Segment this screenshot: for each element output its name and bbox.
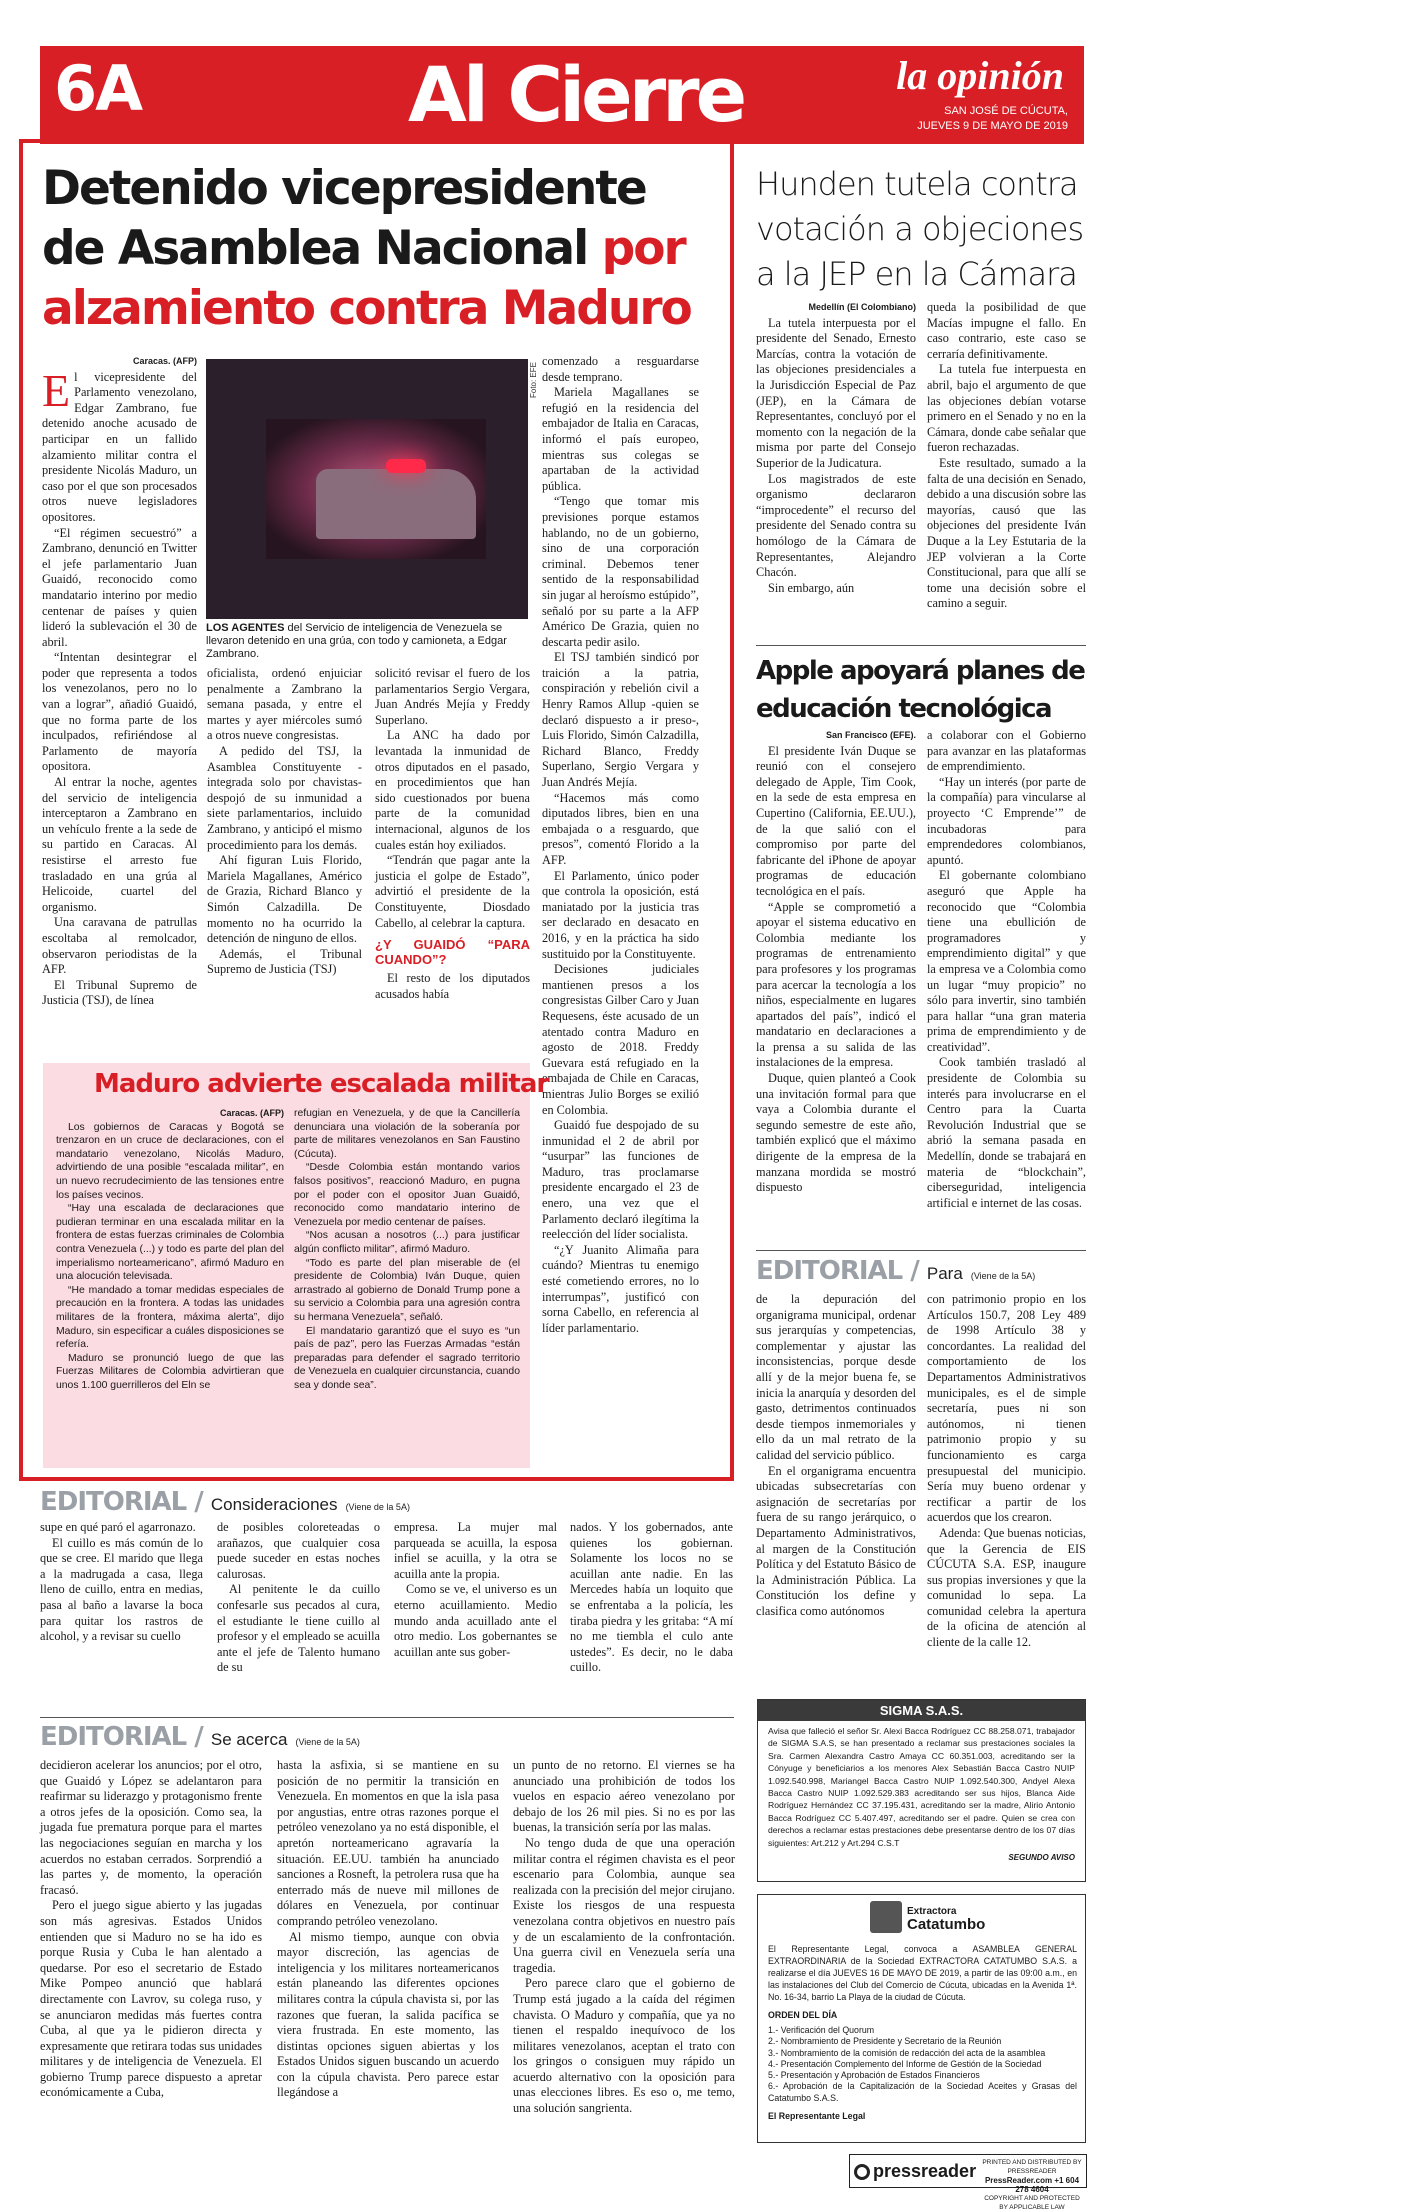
lead-column-4: comenzado a resguardarse desde temprano. Mariela Magallanes se refugió en la residencia del embajador de Italia en Caracas, informó el país europeo, mientras sus colegas se apartaban de la actividad pública. “Tengo que tomar mis previsiones porque estamos hablando, no de un gobierno, sino de una corporación criminal. Debemos tener sentido de la responsabilidad sin jugar al heroísmo estúpido”, señaló por su parte a la AFP Américo De Grazia, quien no descarta pedir asilo. El TSJ también sindicó por traición a la patria, conspiración y rebelión civil a Henry Ramos Allup -quien se declaró dispuesto a ir preso-, Luis Florido, Simón Calzadilla, Richard Blanco, Freddy Superlano, Sergio Vergara y Juan Andrés Mejía. “Hacemos más como diputados libres, bien en una embajada o a resguardo, que presos”, comentó Florido a la AFP. El Parlamento, único poder que controla la oposición, está maniatado por la justicia tras ser declarado en desacato en 2016, y en la práctica ha sido sustituido por la Constituyente. Decisiones judiciales mantienen presos a los congresistas Gilber Caro y Juan Requesens, éste acusado de un atentado contra Maduro en agosto de 2018. Freddy Guevara está refugiado en la embajada de Chile en Caracas, mientras Julio Borges se exilió en Colombia. Guaidó fue despojado de su inmunidad el 2 de abril por “usurpar” las funciones de Maduro, tras proclamarse presidente encargado el 23 de enero, una vez que el Parlamento declaró ilegítima la reelección del líder socialista. “¿Y Juanito Alimaña para cuándo? Mientras tu enemigo esté cometiendo errores, no lo interrumpas”, justificó con sorna Cabello, en referencia al líder parlamentario. [542,354,699,1335]
subhead: ¿Y GUAIDÓ “PARA CUANDO”? [375,937,530,968]
acerca-column-1: decidieron acelerar los anuncios; por el otro, que Guaidó y López se adelantaron para reafirmar su liderazgo y protagonismo frente a otros jefes de la oposición. Como sea, la jugada fue prematura porque para el martes las negociaciones seguían en marcha y los acuerdos no estaban cerrados. Sorprendió a las partes y, de momento, la operación fracasó. Pero el juego sigue abierto y las jugadas son más agresivas. Estados Unidos entienden que si Maduro no se ha ido es porque Rusia y Cuba le han alentado a quedarse. Por eso el secretario de Estado Mike Pompeo anunció que hablará directamente con Lavrov, su colega ruso, y se anunciaron medidas más fuertes contra Cuba, al que ya le pidieron directa y expresamente que retirara todas sus unidades militares y de inteligencia de Venezuela. El gobierno Trump parece dispuesto a apretar económicamente a Cuba, [40,1758,262,2100]
editorial-heading: EDITORIAL / Para (Viene de la 5A) [756,1256,1036,1286]
acerca-column-3: un punto de no retorno. El viernes se ha anunciado una prohibición de todos los vuelos en espacio aéreo venezolano por debajo de los 26 mil pies. Si no es por las buenas, la transición sería por las malas. No tengo duda de que una operación militar contra el régimen chavista es el peor escenario para Colombia, aunque sea realizada con la precisión del mejor cirujano. Existe los riesgos de una respuesta venezolana contra objetivos en nuestro país y de un escalamiento de la confrontación. Una guerra civil en Venezuela sería una tragedia. Pero parece claro que el gobierno de Trump está jugado a la caída del régimen chavista. O Maduro y compañía, que ya no tienen el respaldo inequívoco de los militares venezolanos, aceptan el trato con los gringos o consiguen muy rápido un acuerdo alternativo con la oposición para unas elecciones libres. Es eso o, me temo, una solución sangrienta. [513,1758,735,2116]
agenda-list: 1.- Verificación del Quorum 2.- Nombramiento de Presidente y Secretario de la Reunión 3.- Nombramiento de la comisión de redacción del acta de la asamblea 4.- Presentación Complemento del Informe de Gestión de la Sociedad 5.- Presentación y Aprobación de Estados Financieros 6.- Aprobación de la Capitalización de la Sociedad Aceites y Grasas del Catatumbo S.A.S. [768,2025,1077,2103]
section-title: Al Cierre [408,50,744,139]
apple-column-2: a colaborar con el Gobierno para avanzar en las plataformas de emprendimiento. “Hay un interés (por parte de la compañía) para vincularse al proyecto ‘C Emprende’” de incubadoras para emprendedores colombianos, apuntó. El gobernante colombiano aseguró que Apple ha reconocido que “Colombia tiene una ebullición de programadores y emprendimiento digital” y que la empresa ve a Colombia como un lugar “muy propicio” no sólo para invertir, sino también para hallar “una gran materia prima de emprendimiento y de creatividad”. Cook también trasladó al presidente de Colombia su interés para involucrarse en el Centro para la Cuarta Revolución Industrial que se abrió la semana pasada en Medellín, donde se trabajará en materia de “blockchain”, ciberseguridad, inteligencia artificial e internet de las cosas. [927,728,1086,1210]
newspaper-logo: la opinión [896,53,1064,98]
divider [756,1250,1086,1251]
consid-column-2: de posibles coloreteadas o arañazos, que cualquier cosa puede suceder en estas noches calurosas. Al penitente le da cuillo confesarle sus pecados al cura, el estudiante le tiene cuillo al profesor y el empleado se acuilla ante el jefe de Talento humano de su [217,1520,380,1675]
sidebar-headline: Maduro advierte escalada militar [94,1069,549,1099]
divider [40,1717,734,1718]
editorial-heading: EDITORIAL / Consideraciones (Viene de la 5A) [40,1487,410,1517]
sidebar-column-2: refugian en Venezuela, y de que la Cancillería denunciara una violación de la soberanía por parte de militares venezolanos en San Faustino (Cúcuta). “Desde Colombia están montando varios falsos positivos”, reaccionó Maduro, en pugna por el poder con el opositor Juan Guaidó, reconocido como mandatario interino de Venezuela por medio centenar de países. “Nos acusan a nosotros (...) para justificar algún conflicto militar”, afirmó Maduro. “Todo es parte del plan miserable de (el presidente de Colombia) Iván Duque, quien arrastrado al gobierno de Donald Trump pone a su servicio a Colombia para una agresión contra su hermana Venezuela”, señaló. El mandatario garantizó que el suyo es “un país de paz”, pero las Fuerzas Armadas “están preparadas para defender el sagrado territorio de Venezuela en cualquier circunstancia, cuando sea y donde sea”. [294,1108,520,1391]
page-header [40,46,1084,144]
factory-logo-icon [870,1901,902,1933]
apple-column-1: San Francisco (EFE). El presidente Iván Duque se reunió con el consejero delegado de Apple, Tim Cook, en la sede de esta empresa en Cupertino (California, EE.UU.), de la que salió con el compromiso por parte del fabricante del iPhone de apoyar programas de educación tecnológica en el país. “Apple se comprometió a apoyar el sistema educativo en Colombia mediante los programas de entrenamiento para profesores y los programas para acercar la tecnología a los niños, especialmente en lugares apartados del país”, indicó el mandatario en declaraciones a la prensa a su salida de las instalaciones de la empresa. Duque, quien planteó a Cook una invitación formal para que vaya a Colombia durante el segundo semestre de este año, también explicó que el máximo dirigente de la empresa de la manzana mordida se mostró dispuesto [756,730,916,1195]
catatumbo-notice: Extractora Catatumbo El Representante Legal, convoca a ASAMBLEA GENERAL EXTRAORDINARIA de la Sociedad EXTRACTORA CATATUMBO S.A.S. a realizarse el día JUEVES 16 DE MAYO DE 2019, a partir de las 09:00 a.m., en las instalaciones del Club del Comercio de Cúcuta, ubicadas en la Avenida 1ª. No. 16-34, barrio La Playa de la ciudad de Cúcuta. ORDEN DEL DÍA 1.- Verificación del Quorum 2.- Nombramiento de Presidente y Secretario de la Reunión 3.- Nombramiento de la comisión de redacción del acta de la asamblea 4.- Presentación Complemento del Informe de Gestión de la Sociedad 5.- Presentación y Aprobación de Estados Financieros 6.- Aprobación de la Capitalización de la Sociedad Aceites y Grasas del Catatumbo S.A.S. El Representante Legal [757,1894,1086,2143]
sidebar-column-1: Caracas. (AFP) Los gobiernos de Caracas y Bogotá se trenzaron en un cruce de declaraciones, con el mandatario venezolano, Nicolás Maduro, advirtiendo de una posible “escalada militar”, en un nuevo recrudecimiento de las tensiones entre los países vecinos. “Hay una escalada de declaraciones que pudieran terminar en una escalada militar en la frontera de estas fuerzas criminales de Colombia contra Venezuela (...) y todo es parte del plan del imperialismo norteamericano”, afirmó Maduro en una alocución televisada. “He mandado a tomar medidas especiales de precaución en la frontera. A todas las unidades militares de la frontera, máxima alerta”, dijo Maduro, sin especificar a cuáles disposiciones se refería. Maduro se pronunció luego de que las Fuerzas Militares de Colombia advirtieran que unos 1.100 guerrilleros del Eln se [56,1108,284,1391]
lead-column-3: solicitó revisar el fuero de los parlamentarios Sergio Vergara, Juan Andrés Mejía y Freddy Superlano. La ANC ha dado por levantada la inmunidad de otros diputados en el pasado, en procedimientos que han sido cuestionados por buena parte de la comunidad internacional, algunos de los cuales están hoy exiliados. “Tendrán que pagar ante la justicia el golpe de Estado”, advirtió el presidente de la Constituyente, Diosdado Cabello, al celebrar la captura. ¿Y GUAIDÓ “PARA CUANDO”? El resto de los diputados acusados había [375,666,530,1001]
consid-column-1: supe en qué paró el agarronazo. El cuillo es más común de lo que se cree. El marido que llega a la madrugada a casa, llega lleno de cuillo, entra en medias, pasa al baño a lavarse la boca para quitar los rastros de alcohol, y a revisar su cuello [40,1520,203,1644]
page-number: 6A [54,52,142,125]
lead-photo [206,359,528,619]
lead-column-1: Caracas. (AFP) E l vicepresidente del Parlamento venezolano, Edgar Zambrano, fue detenido anoche acusado de participar en un fallido alzamiento militar contra el presidente Nicolás Maduro, un caso por el que son procesados otros nueve legisladores opositores. “El régimen secuestró” a Zambrano, denunció en Twitter el jefe parlamentario Juan Guaidó, reconocido como mandatario interino por medio centenar de países y quien lideró la sublevación el 30 de abril. “Intentan desintegrar el poder que representa a todos los venezolanos, pero no lo van a lograr”, añadió Guaidó, que no forma parte de los inculpados, refiriéndose al Parlamento de mayoría opositora. Al entrar la noche, agentes del servicio de inteligencia interceptaron a Zambrano en un vehículo frente a la sede de su partido en Caracas. Al resistirse el arresto fue trasladado en una grúa al Helicoide, cuartel del organismo. Una caravana de patrullas escoltaba al remolcador, observaron periodistas de la AFP. El Tribunal Supremo de Justicia (TSJ), de línea [42,356,197,1008]
divider [756,645,1086,646]
tutela-column-1: Medellín (El Colombiano) La tutela interpuesta por el presidente del Senado, Ernesto Marcías, contra la votación de las objeciones presidenciales a la Jurisdicción Especial de Paz (JEP), en la Cámara de Representantes, concluyó por el momento con la negación de la misma por parte del Consejo Superior de la Judicatura. Los magistrados de este organismo declararon “improcedente” el recurso del presidente del Senado contra su homólogo de la Cámara de Representantes, Alejandro Chacón. Sin embargo, aún [756,302,916,595]
tutela-headline: Hunden tutela contra votación a objeciones a la JEP en la Cámara [756,165,1084,293]
lead-column-2: oficialista, ordenó enjuiciar penalmente a Zambrano la semana pasada, y entre el martes y ayer miércoles sumó a otros nueve congresistas. A pedido del TSJ, la Asamblea Constituyente -integrada solo por chavistas- despojó de su inmunidad a siete parlamentarios, incluido Zambrano, y anticipó el mismo procedimiento para los demás. Ahí figuran Luis Florido, Mariela Magallanes, Américo de Grazia, Richard Blanco y Simón Calzadilla. De momento no ha ocurrido la detención de ninguno de ellos. Además, el Tribunal Supremo de Justicia (TSJ) [207,666,362,977]
editorial-heading: EDITORIAL / Se acerca (Viene de la 5A) [40,1722,360,1752]
byline: Caracas. (AFP) [132,356,197,366]
vehicle-shape [316,469,476,539]
consid-column-4: nados. Y los gobernados, ante quienes los gobiernan. Solamente los locos no se acuillan ante nadie. En las Mercedes había un loquito que se enfrentaba a la policía, les tiraba piedra y les gritaba: “A mí no me tiembla el culo ante ustedes”. Es decir, no le daba cuillo. [570,1520,733,1675]
lead-headline: Detenido vicepresidente de Asamblea Nacional por alzamiento contra Maduro [42,161,691,336]
dropcap: E [42,364,71,416]
photo-caption: LOS AGENTES del Servicio de inteligencia de Venezuela se llevaron detenido en una grúa, con todo y camioneta, a Edgar Zambrano. [206,622,507,660]
editorial-para-column-1: de la depuración del organigrama municipal, ordenar sus jerarquías y competencias, complementar y ajustar las inconsistencias, porque desde allí y de la mejor buena fe, se inicia la anarquía y desorden del gasto, detrimentos continuados desde tiempos inmemoriales y ello da un mal retrato de la calidad del servicio público. En el organigrama encuentra ubicadas subsecretarías con asignación de secretarías por fuera de su rango jerárquico, o Departamento Administrativos, al margen de la Constitución Política y del Estatuto Básico de la Administración Pública. La Constitución los define y clasifica como autónomos [756,1292,916,1618]
pressreader-badge[interactable]: pressreader PRINTED AND DISTRIBUTED BY PRESSREADER PressReader.com +1 604 278 4604 COPYRIGHT AND PROTECTED BY APPLICABLE LAW [849,2154,1087,2188]
photo-credit: Foto: EFE [529,362,538,399]
apple-headline: Apple apoyará planes de educación tecnológica [756,656,1085,724]
pressreader-logo-icon [854,2164,870,2180]
tutela-column-2: queda la posibilidad de que Macías impugne el fallo. En caso contrario, este caso se cerraría definitivamente. La tutela fue interpuesta en abril, bajo el argumento de que las objeciones debían votarse primero en el Senado y no en la Cámara, donde cabe señalar que fueron rechazadas. Este resultado, sumado a la falta de una decisión en Senado, debido a una discusión sobre las mayorías, causó que las objeciones del presidente Iván Duque a la Ley Estutaria de la JEP volvieran a la Corte Constitucional, para que allí se tome una decisión sobre el camino a seguir. [927,300,1086,611]
consid-column-3: empresa. La mujer mal parqueada se acuilla, la esposa infiel se acuilla, y la otra se acuilla ante la propia. Como se ve, el universo es un eterno acuillamiento. Medio mundo anda acuillado ante el otro medio. Los gobernantes se acuillan ante sus gober- [394,1520,557,1659]
dateline: SAN JOSÉ DE CÚCUTA, JUEVES 9 DE MAYO DE 2019 [917,105,1068,132]
acerca-column-2: hasta la asfixia, si se mantiene en su posición de no permitir la transición en Venezuela. En momentos en que la isla pasa por angustias, entre otras razones porque el petróleo venezolano ya no está disponible, el apretón norteamericano agravaría la situación. EE.UU. también ha anunciado sanciones a Rosneft, la petrolera rusa que ha enterrado más de nueve mil millones de dólares en Venezuela, por continuar comprando petróleo venezolano. Al mismo tiempo, aunque con obvia mayor discreción, las agencias de inteligencia y los militares norteamericanos están planeando las diferentes opciones militares contra la cúpula chavista si, por las razones que fueran, la salida pacífica se viera frustrada. En este momento, las distintas opciones siguen abiertas y los Estados Unidos siguen buscando un acuerdo con la cúpula chavista. Pero parece estar llegándose a [277,1758,499,2100]
sigma-notice: SIGMA S.A.S. Avisa que falleció el señor Sr. Alexi Bacca Rodríguez CC 88.258.071, trabajador de SIGMA S.A.S, se han presentado a reclamar sus prestaciones sociales la Sra. Carmen Alexandra Castro Amaya CC 60.351.003, acreditando ser la Cónyuge y beneficiarios a los menores Alex Sebastián Bacca Castro NUIP 1.092.540.998, Mariangel Bacca Castro NUIP 1.092.540.300, Andyel Alexa Bacca Castro NUIP 1.092.529.383 acreditando ser sus hijos, Blanca Aide Rodríguez Hernández CC 37.195.431, acreditando ser la madre, Alirio Antonio Bacca Rodríguez CC 5.407.497, acreditando ser el padre. Quien se crea con derechos a reclamar estas prestaciones debe presentarse dentro de los 07 días siguientes: Art.212 y Art.294 C.S.T SEGUNDO AVISO [757,1699,1086,1882]
editorial-para-column-2: con patrimonio propio en los Artículos 150.7, 208 Ley 489 de 1998 Artículo 38 y concordantes. La realidad del comportamiento de los Departamentos Administrativos municipales, es el de simple secretaría, pues ni son autónomos, ni tienen patrimonio propio y su funcionamiento es carga presupuestal del municipio. Sería muy bueno ordenar y rectificar a partir de los acuerdos que los crearon. Adenda: Que buenas noticias, que la Gerencia de EIS CÚCUTA S.A. ESP, inaugure sus propias inversiones y que la comunidad lo sepa. La comunidad celebra la apertura de la oficina de atención al cliente de la calle 12. [927,1292,1086,1650]
